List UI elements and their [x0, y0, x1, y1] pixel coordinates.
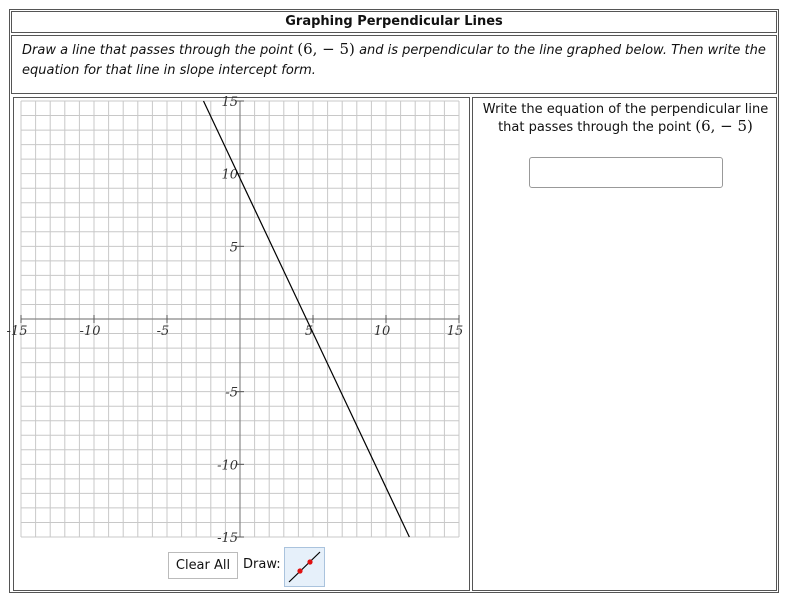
- y-tick-label: -15: [217, 531, 238, 546]
- x-tick-label: -5: [156, 324, 170, 339]
- draw-label: Draw:: [243, 557, 281, 572]
- x-tick-label: -15: [6, 324, 28, 339]
- answer-prompt-line1: Write the equation of the perpendicular line: [482, 102, 769, 117]
- clear-all-button[interactable]: Clear All: [168, 552, 238, 579]
- answer-panel: [472, 97, 777, 591]
- answer-prompt-line2: that passes through the point: [498, 120, 692, 135]
- y-tick-label: -10: [217, 458, 238, 474]
- instructions-point: (6, − 5): [297, 40, 355, 58]
- y-tick-label: 5: [229, 240, 238, 256]
- x-tick-label: -10: [79, 324, 101, 339]
- instructions-text-part1: Draw a line that passes through the point: [22, 43, 294, 58]
- x-tick-label: 5: [304, 324, 314, 339]
- x-tick-label: 15: [446, 324, 464, 339]
- y-tick-label: 10: [221, 167, 238, 183]
- instructions-text-part2: and is perpendicular to the line graphed below. Then write the: [359, 43, 766, 58]
- answer-prompt: [473, 101, 778, 136]
- y-tick-label: -5: [225, 385, 238, 401]
- y-tick-label: 15: [221, 95, 238, 110]
- line-tool-icon: [285, 548, 324, 586]
- instructions-text-line2: equation for that line in slope intercept form.: [22, 63, 316, 78]
- coordinate-graph[interactable]: [6, 95, 464, 546]
- instructions: [11, 35, 777, 94]
- line-tool-button[interactable]: [284, 547, 325, 587]
- page-title: Graphing Perpendicular Lines: [11, 11, 777, 33]
- x-tick-label: 10: [373, 324, 391, 339]
- equation-input[interactable]: [529, 157, 723, 188]
- answer-prompt-point: (6, − 5): [695, 117, 753, 135]
